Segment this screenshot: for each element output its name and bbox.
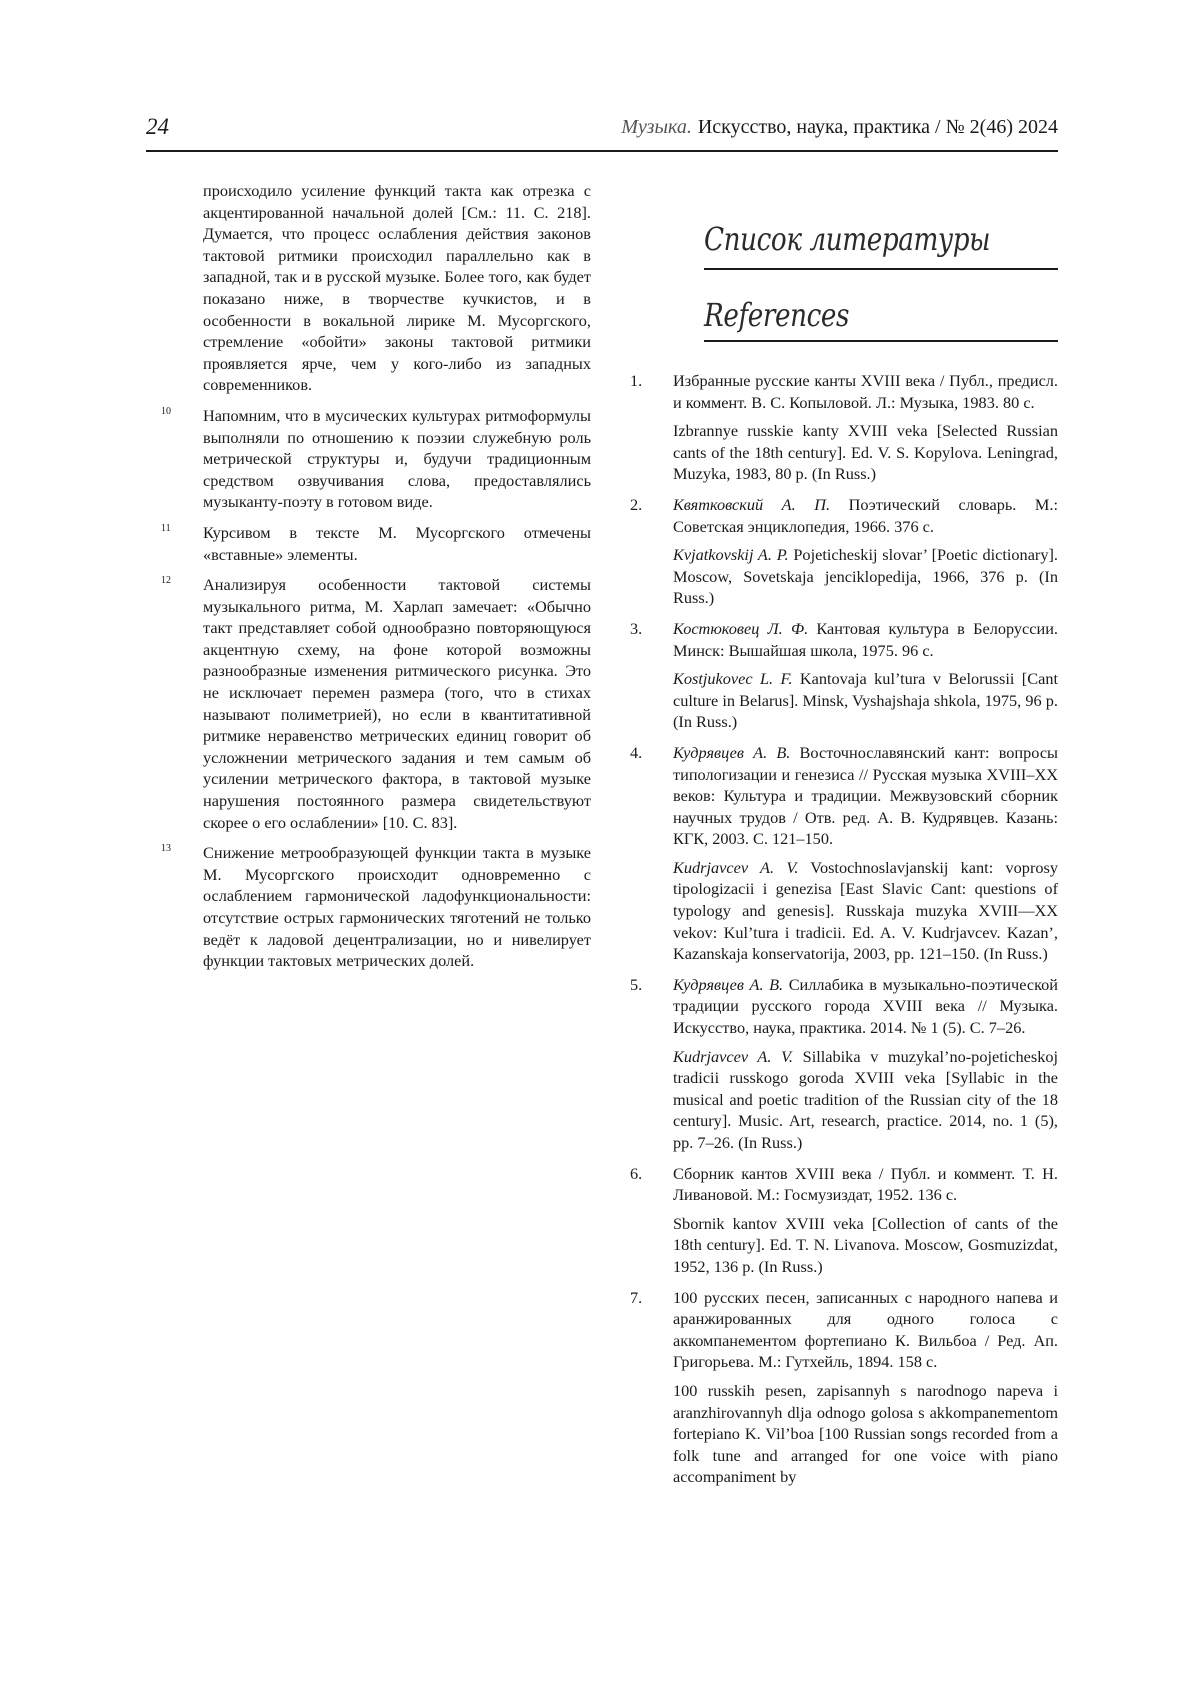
reference-item: [630, 618, 1058, 733]
reference-rest-ru: Избранные русские канты XVIII века / Публ., предисл. и коммент. В. С. Копыловой. Л.: Музыка, 1983. 80 с.: [673, 371, 1058, 412]
reference-item: [630, 370, 1058, 485]
reference-en: [673, 420, 1058, 485]
reference-en: [673, 668, 1058, 733]
reference-number: 5.: [630, 974, 643, 994]
references-heading-en: [704, 296, 1058, 342]
footnote-13: [161, 842, 591, 972]
reference-item: [630, 1287, 1058, 1488]
reference-number: 4.: [630, 742, 643, 762]
reference-author-ru: Костюковец Л. Ф.: [673, 618, 809, 638]
reference-ru: [673, 974, 1058, 1039]
reference-rest-en: Sillabika v muzykal’no-pojeticheskoj tradicii russkogo goroda XVIII veka [Syllabic in the musical and poetic tradition of the Russian city of the 18 century]. Music. Art, research, practice. 2014, no. 1 (5), pp. 7–26. (In Russ.): [673, 1046, 1058, 1152]
reference-author-en: Kudrjavcev A. V.: [673, 1046, 793, 1066]
journal-issue: Искусство, наука, практика / № 2(46) 2024: [697, 116, 1058, 138]
reference-number: 2.: [630, 494, 643, 514]
reference-rest-en: 100 russkih pesen, zapisannyh s narodnogo napeva i aranzhirovannyh dlja odnogo golosa s akkompanementom fortepiano K. Vil’boa [100 Russian songs recorded from a folk tune and arranged for one voice with piano accompaniment by: [673, 1380, 1058, 1487]
references-heading-ru: [704, 220, 1058, 270]
footnote-number: 13: [161, 843, 171, 855]
footnote-text: Снижение метрообразующей функции такта в музыке М. Мусоргского происходит одновременно с ослаблением гармонической ладофункциональности: отсутствие острых гармонических тяготений не только ведёт к ладовой децентрализации, но и нивелирует функции тактовых метрических долей.: [203, 843, 591, 971]
journal-title: [621, 116, 1058, 139]
reference-ru: [673, 494, 1058, 537]
reference-item: [630, 974, 1058, 1154]
reference-en: [673, 1046, 1058, 1154]
footnote-number: 11: [161, 522, 171, 534]
footnote-12: [161, 574, 591, 833]
footnotes-column: [161, 180, 591, 972]
footnote-text: Напомним, что в мусических культурах ритмоформулы выполняли по отношению к поэзии служебную роль метрической структуры и, будучи традиционным средством озвучивания слова, предоставлялись музыканту-поэту в готовом виде.: [203, 405, 591, 512]
footnote-11: [161, 522, 591, 565]
reference-en: [673, 544, 1058, 609]
reference-ru: [673, 1163, 1058, 1206]
reference-en: [673, 1380, 1058, 1488]
footnote-number: 12: [161, 575, 171, 587]
reference-author-en: Kvjatkovskij A. P.: [673, 545, 789, 565]
reference-author-ru: Кудрявцев А. В.: [673, 974, 784, 994]
references-heading-ru-text: Список литературы: [704, 220, 991, 258]
reference-ru: [673, 1287, 1058, 1373]
journal-brand: Музыка.: [621, 116, 692, 138]
reference-en: [673, 1213, 1058, 1278]
reference-rest-en: Izbrannye russkie kanty XVIII veka [Selected Russian cants of the 18th century]. Ed. V. S. Kopylova. Leningrad, Muzyka, 1983, 80 p. (In Russ.): [673, 421, 1058, 484]
reference-rest-en: Kantovaja kul’tura v Belorussii [Cant culture in Belarus]. Minsk, Vyshajshaja shkola, 1975, 96 p. (In Russ.): [673, 669, 1058, 732]
reference-ru: [673, 618, 1058, 661]
reference-rest-en: Vostochnoslavjanskij kant: voprosy tipologizacii i genezisa [East Slavic Cant: questions of typology and genesis]. Russkaja muzyka XVIII—XX vekov: Kul’tura i tradicii. Ed. A. V. Kudrjavcev. Kazan’, Kazanskaja konservatorija, 2003, pp. 121–150. (In Russ.): [673, 857, 1058, 964]
reference-rest-ru: Сборник кантов XVIII века / Публ. и коммент. Т. Н. Ливановой. М.: Госмузиздат, 1952. 136 с.: [673, 1163, 1058, 1205]
reference-rest-en: Sbornik kantov XVIII veka [Collection of cants of the 18th century]. Ed. T. N. Livanova. Moscow, Gosmuzizdat, 1952, 136 p. (In Russ.): [673, 1213, 1058, 1276]
reference-rest-ru: Силлабика в музыкально-поэтической традиции русского города XVIII века // Музыка. Искусство, наука, практика. 2014. № 1 (5). С. 7–26.: [673, 974, 1059, 1038]
reference-rest-ru: Поэтический словарь. М.: Советская энциклопедия, 1966. 376 с.: [673, 494, 1058, 536]
reference-rest-ru: Восточнославянский кант: вопросы типологизации и генезиса // Русская музыка XVIII–XX веков: Культура и традиции. Межвузовский сборник научных трудов / Отв. ред. А. В. Кудрявцев. Казань: КГК, 2003. С. 121–150.: [673, 742, 1058, 849]
reference-rest-ru: Кантовая культура в Белоруссии. Минск: Вышайшая школа, 1975. 96 с.: [673, 618, 1058, 660]
footnote-10: [161, 405, 591, 513]
reference-ru: [673, 742, 1058, 850]
footnote-text: Анализируя особенности тактовой системы музыкального ритма, М. Харлап замечает: «Обычно такт представляет собой однообразно повторяющуюся акцентную схему, на фоне которой возможны разнообразные изменения ритмического рисунка. Это не исключает перемен размера (того, что в стихах называют полиметрией), но если в квантитативной ритмике неравенство метрических единиц говорит об усложнении метрического задания и тем самым об усилении метрического фактора, в тактовой музыке нарушения постоянного размера свидетельствуют скорее о его ослаблении» [10. С. 83].: [203, 575, 591, 832]
reference-rest-ru: 100 русских песен, записанных с народного напева и аранжированных для одного голоса с аккомпанементом фортепиано К. Вильбоа / Ред. Ап. Григорьева. М.: Гутхейль, 1894. 158 с.: [673, 1287, 1058, 1372]
reference-list: [630, 370, 1058, 1497]
reference-rest-en: Pojeticheskij slovar’ [Poetic dictionary]. Moscow, Sovetskaja jenciklopedija, 1966, 376 p. (In Russ.): [673, 545, 1058, 608]
page-number: 24: [146, 114, 169, 139]
footnote-number: 10: [161, 405, 171, 417]
reference-author-en: Kudrjavcev A. V.: [673, 857, 799, 877]
reference-en: [673, 857, 1058, 965]
reference-item: [630, 1163, 1058, 1278]
reference-author-en: Kostjukovec L. F.: [673, 669, 793, 689]
footnote-text: Курсивом в тексте М. Мусоргского отмечены «вставные» элементы.: [203, 522, 591, 564]
reference-item: [630, 494, 1058, 609]
reference-author-ru: Кудрявцев А. В.: [673, 742, 791, 762]
reference-number: 1.: [630, 371, 643, 390]
reference-number: 6.: [630, 1163, 643, 1183]
reference-ru: [673, 370, 1058, 413]
reference-number: 3.: [630, 618, 643, 638]
references-heading-en-text: References: [704, 296, 850, 334]
reference-number: 7.: [630, 1287, 643, 1307]
reference-item: [630, 742, 1058, 965]
reference-author-ru: Квятковский А. П.: [673, 494, 831, 514]
footnote-continuation: происходило усиление функций такта как отрезка с акцентированной начальной долей [См.: 11. С. 218]. Думается, что процесс ослабления действия законов тактовой ритмики происходил параллельно как в западной, так и в русской музыке. Более того, как будет показано ниже, в творчестве кучкистов, и в особенности в вокальной лирике М. Мусоргского, стремление «обойти» законы тактовой ритмики проявляется ярче, чем у кого-либо из западных современников.: [203, 181, 591, 395]
running-header: [146, 112, 1058, 152]
